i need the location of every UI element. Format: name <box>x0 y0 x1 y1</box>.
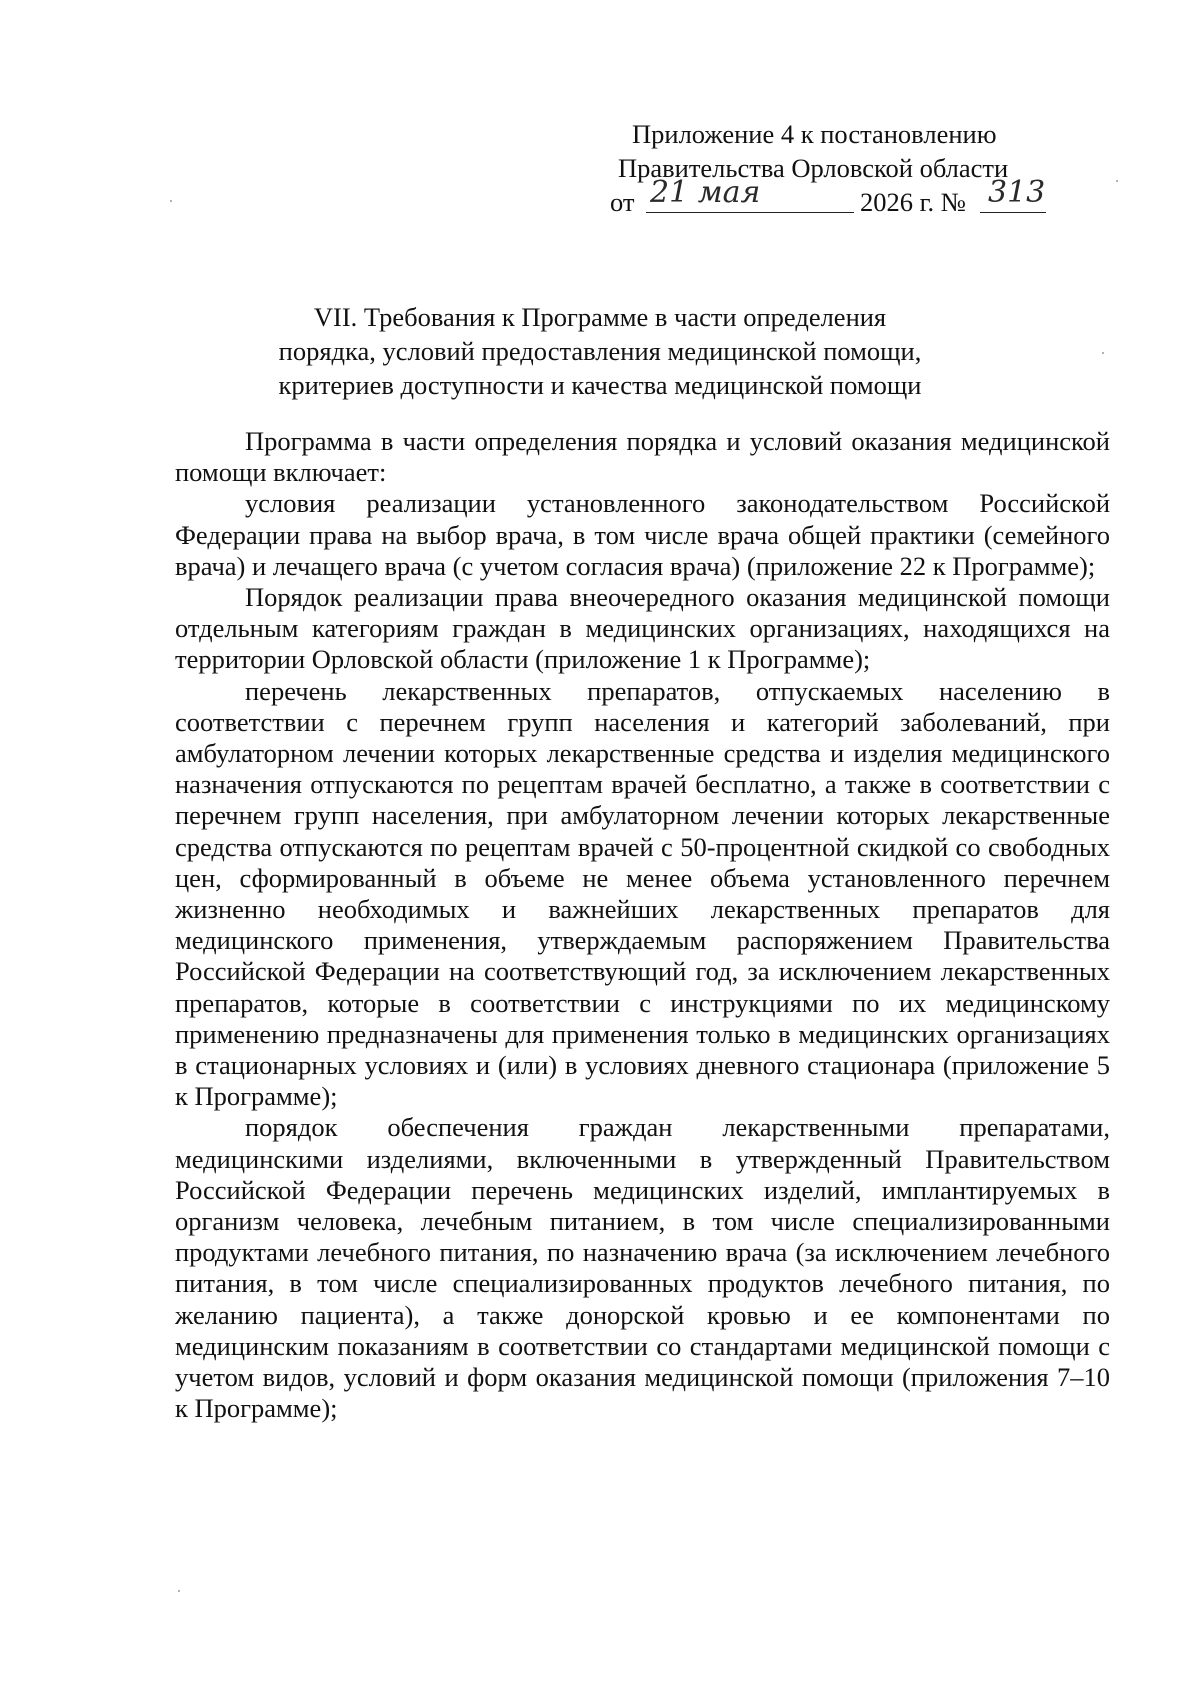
section-title <box>0 300 1200 402</box>
year-and-number-label: 2026 г. № <box>860 187 967 217</box>
paragraph-choice-of-doctor: условия реализации установленного законодательством Российской Федерации права на выбор врача, в том числе врача общей практики (семейного врача) и лечащего врача (с учетом согласия врача) (приложение 22 к Программе); <box>175 488 1110 581</box>
handwritten-number: 313 <box>988 175 1046 210</box>
date-underline <box>646 212 854 213</box>
appendix-line-2: Правительства Орловской области <box>618 153 1009 183</box>
scan-speck <box>1116 180 1118 182</box>
date-prefix: от <box>610 187 635 217</box>
scan-speck <box>170 200 172 202</box>
paragraph-drug-provision: порядок обеспечения граждан лекарственными препаратами, медицинскими изделиями, включенными в утвержденный Правительством Российской Федерации перечень медицинских изделий, имплантируемых в организм человека, лечебным питанием, в том числе специализированными продуктами лечебного питания, по назначению врача (за исключением лечебного питания, в том числе специализированных продуктов лечебного питания, по желанию пациента), а также донорской кровью и ее компонентами по медицинским показаниям в соответствии со стандартами медицинской помощи с учетом видов, условий и форм оказания медицинской помощи (приложения 7–10 к Программе); <box>175 1112 1110 1424</box>
section-title-line-2: порядка, условий предоставления медицинской помощи, <box>278 336 922 366</box>
paragraph-priority-care: Порядок реализации права внеочередного оказания медицинской помощи отдельным категориям граждан в медицинских организациях, находящихся на территории Орловской области (приложение 1 к Программе); <box>175 582 1110 675</box>
appendix-line-1: Приложение 4 к постановлению <box>632 119 997 149</box>
paragraph-drug-list: перечень лекарственных препаратов, отпускаемых населению в соответствии с перечнем групп населения и категорий заболеваний, при амбулаторном лечении которых лекарственные средства и изделия медицинского назначения отпускаются по рецептам врачей бесплатно, а также в соответствии с перечнем групп населения, при амбулаторном лечении которых лекарственные средства отпускаются по рецептам врачей с 50-процентной скидкой со свободных цен, сформированный в объеме не менее объема установленного перечнем жизненно необходимых и важнейших лекарственных препаратов для медицинского применения, утверждаемым распоряжением Правительства Российской Федерации на соответствующий год, за исключением лекарственных препаратов, которые в соответствии с инструкциями по их медицинскому применению предназначены для применения только в медицинских организациях в стационарных условиях и (или) в условиях дневного стационара (приложение 5 к Программе); <box>175 675 1110 1112</box>
scan-speck <box>1102 352 1104 354</box>
section-title-line-1: VII. Требования к Программе в части определения <box>313 302 887 332</box>
number-underline <box>980 212 1046 213</box>
paragraph-intro: Программа в части определения порядка и условий оказания медицинской помощи включает: <box>175 426 1110 488</box>
handwritten-date: 21 мая <box>650 175 761 210</box>
document-body <box>175 426 1110 1425</box>
section-title-line-3: критериев доступности и качества медицинской помощи <box>278 370 922 400</box>
scan-speck <box>178 1590 180 1592</box>
